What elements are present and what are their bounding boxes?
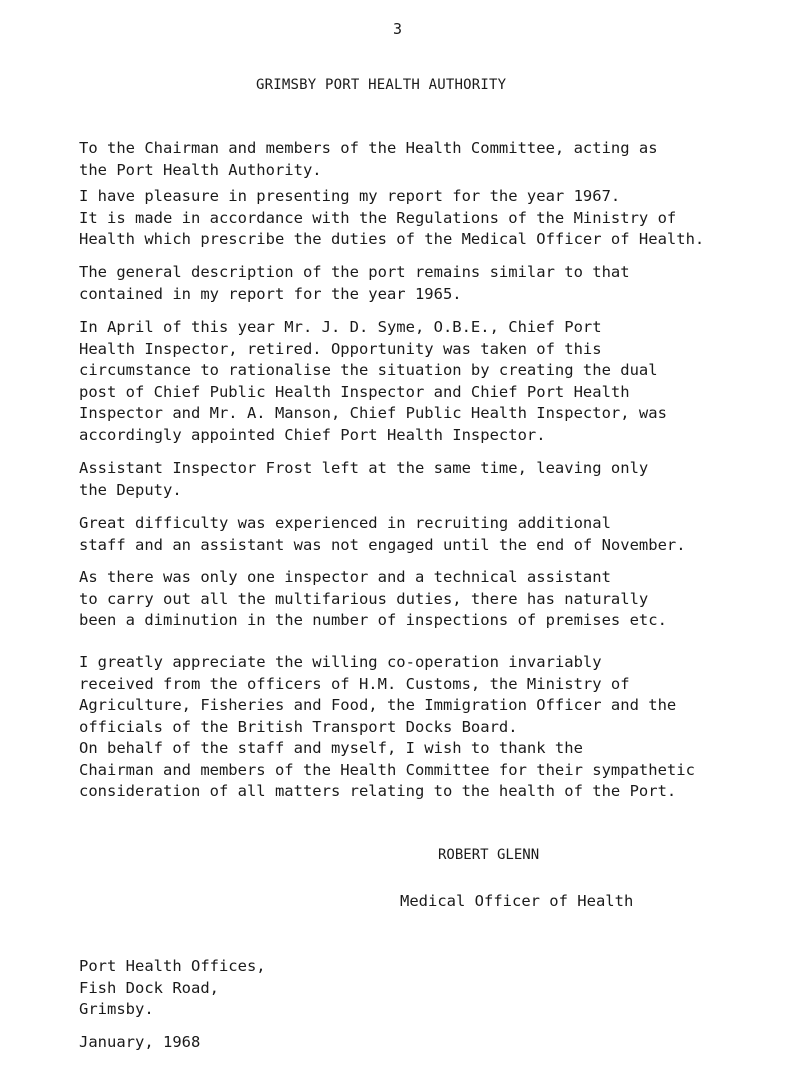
address-line: Port Health Offices, <box>79 957 266 975</box>
office-address <box>79 956 266 1021</box>
paragraph-intro: I have pleasure in presenting my report for the year 1967. It is made in accordance with the Regulations of the Ministry of Health which prescribe the duties of the Medical Officer of Health. <box>79 187 705 249</box>
paragraph-recruitment: Great difficulty was experienced in recruiting additional staff and an assistant was not engaged until the end of November. <box>79 514 686 554</box>
report-date: January, 1968 <box>79 1033 201 1051</box>
paragraph-port-description: The general description of the port remains similar to that contained in my report for the year 1965. <box>79 263 630 303</box>
address-line: Grimsby. <box>79 1000 154 1019</box>
paragraph-appreciation: I greatly appreciate the willing co-operation invariably received from the officers of H.M. Customs, the Ministry of Agriculture, Fisheries and Food, the Immigration Officer and the officials of the British Transport Docks Board. <box>79 653 677 736</box>
paragraph-inspections: As there was only one inspector and a technical assistant to carry out all the multifarious duties, there has naturally been a diminution in the number of inspections of premises etc. <box>79 568 667 630</box>
address-line: Fish Dock Road, <box>79 978 219 997</box>
paragraph-thanks: On behalf of the staff and myself, I wish to thank the Chairman and members of the Health Committee for their sympathetic consideration of all matters relating to the health of the Port. <box>79 739 695 801</box>
paragraph-staff-changes: In April of this year Mr. J. D. Syme, O.B.E., Chief Port Health Inspector, retired. Opportunity was taken of this circumstance to rationalise the situation by creating the dual post of Chief Public Health Inspector and Chief Port Health Inspector and Mr. A. Manson, Chief Public Health Inspector, was accordingly appointed Chief Port Health Inspector. <box>79 318 667 444</box>
paragraph-salutation: To the Chairman and members of the Health Committee, acting as the Port Health Authority. <box>79 139 658 179</box>
signature-name: ROBERT GLENN <box>438 847 540 863</box>
page-heading: GRIMSBY PORT HEALTH AUTHORITY <box>256 77 507 93</box>
page-number: 3 <box>393 20 403 38</box>
signature-title: Medical Officer of Health <box>400 892 634 910</box>
paragraph-assistant-left: Assistant Inspector Frost left at the same time, leaving only the Deputy. <box>79 459 649 499</box>
